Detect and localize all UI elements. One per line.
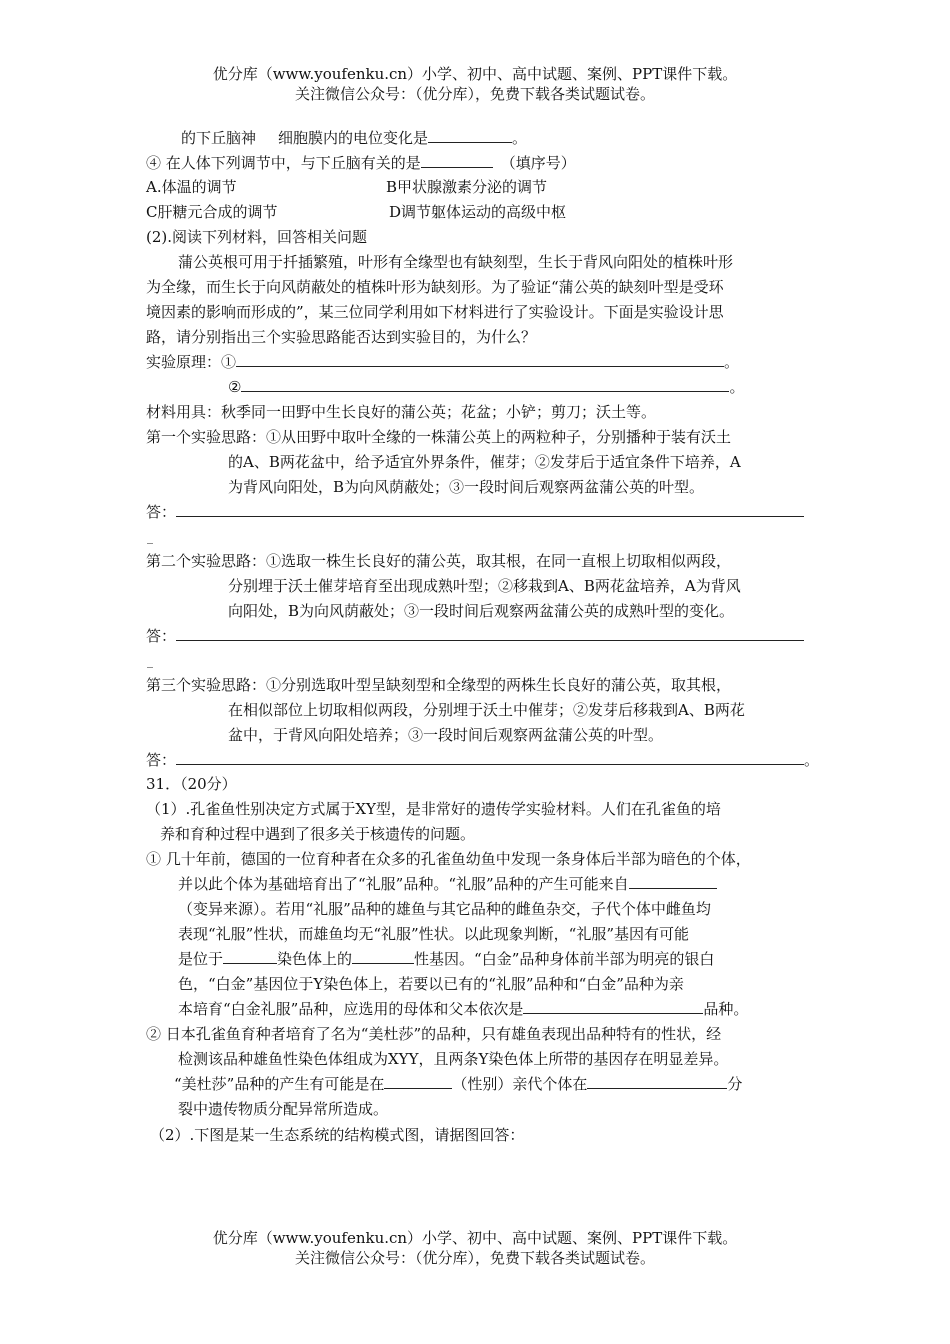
experiment-3-line-1: 第三个实验思路：①分别选取叶型呈缺刻型和全缘型的两株生长良好的蒲公英，取其根，: [146, 676, 732, 694]
experiment-3-line-2: 在相似部位上切取相似两段，分别埋于沃土中催芽；②发芽后移栽到A、B两花: [228, 701, 745, 719]
answer-blank[interactable]: [176, 626, 804, 641]
hypothalamus-text: 的下丘脑神: [181, 129, 257, 147]
question-4: ④ 在人体下列调节中，与下丘脑有关的是 （填序号）: [146, 154, 576, 172]
material-line-3: 境因素的影响而形成的”，某三位同学利用如下材料进行了实验设计。下面是实验设计思: [146, 303, 724, 321]
q31-part1-line-1: （1）.孔雀鱼性别决定方式属于XY型，是非常好的遗传学实验材料。人们在孔雀鱼的培: [146, 800, 721, 818]
experiment-2-line-1: 第二个实验思路：①选取一株生长良好的蒲公英，取其根，在同一直根上切取相似两段，: [146, 552, 732, 570]
experiment-2-line-2: 分别埋于沃土催芽培育至出现成熟叶型；②移栽到A、B两花盆培养，A为背风: [228, 577, 741, 595]
continuation-dash: _: [147, 654, 153, 668]
option-b: B甲状腺激素分泌的调节: [386, 178, 548, 196]
answer-blank[interactable]: [352, 949, 414, 964]
experiment-1-line-1: 第一个实验思路：①从田野中取叶全缘的一株蒲公英上的两粒种子，分别播种于装有沃土: [146, 428, 732, 446]
continuation-dash: _: [147, 530, 153, 544]
answer-3-line: 答： 。: [146, 751, 820, 769]
answer-blank[interactable]: [241, 377, 729, 392]
answer-blank[interactable]: [176, 502, 804, 517]
principle-2: ② 。: [228, 378, 745, 396]
q31-item1-line-1: ① 几十年前，德国的一位育种者在众多的孔雀鱼幼鱼中发现一条身体后半部为暗色的个体，: [146, 850, 751, 868]
experiment-3-line-3: 盆中，于背风向阳处培养；③一段时间后观察两盆蒲公英的叶型。: [228, 726, 664, 744]
answer-blank[interactable]: [629, 874, 717, 889]
potential-change-text: 细胞膜内的电位变化是: [278, 129, 429, 147]
materials-list: 材料用具：秋季同一田野中生长良好的蒲公英；花盆；小铲；剪刀；沃土等。: [146, 403, 657, 421]
section-2-title: (2).阅读下列材料，回答相关问题: [146, 228, 368, 246]
hypothalamus-line: 的下丘脑神 细胞膜内的电位变化是 。: [181, 129, 528, 147]
question-31-title: 31．（20分）: [146, 775, 237, 793]
footer-line-1: 优分库（www.youfenku.cn）小学、初中、高中试题、案例、PPT课件下载。: [212, 1229, 738, 1247]
q31-item1-line-4: 表现“礼服”性状，而雄鱼均无“礼服”性状。以此现象判断，“礼服”基因有可能: [178, 925, 690, 943]
header-line-1: 优分库（www.youfenku.cn）小学、初中、高中试题、案例、PPT课件下载。: [212, 65, 738, 83]
principle-1: 实验原理：① 。: [146, 353, 740, 371]
experiment-2-line-3: 向阳处，B为向风荫蔽处；③一段时间后观察两盆蒲公英的成熟叶型的变化。: [228, 602, 735, 620]
q31-item2-line-3: “美杜莎”品种的产生有可能是在 （性别）亲代个体在 分: [174, 1075, 743, 1093]
option-a: A.体温的调节: [146, 178, 237, 196]
q31-item1-line-3: （变异来源）。若用“礼服”品种的雄鱼与其它品种的雌鱼杂交，子代个体中雌鱼均: [178, 900, 711, 918]
q31-item1-line-7: 本培育“白金礼服”品种，应选用的母体和父本依次是 品种。: [178, 1000, 749, 1018]
option-c: C肝糖元合成的调节: [146, 203, 278, 221]
q31-part1-line-2: 养和育种过程中遇到了很多关于核遗传的问题。: [160, 825, 476, 843]
answer-2-line: 答：: [146, 625, 804, 647]
answer-blank[interactable]: [176, 750, 804, 765]
experiment-1-line-3: 为背风向阳处，B为向风荫蔽处；③一段时间后观察两盆蒲公英的叶型。: [228, 478, 705, 496]
page-header: [0, 64, 950, 104]
answer-blank[interactable]: [223, 949, 277, 964]
q31-item1-line-6: 色，“白金”基因位于Y染色体上，若要以已有的“礼服”品种和“白金”品种为亲: [178, 975, 684, 993]
option-d: D调节躯体运动的高级中枢: [389, 203, 567, 221]
material-line-2: 为全缘，而生长于向风荫蔽处的植株叶形为缺刻形。为了验证“蒲公英的缺刻叶型是受环: [146, 278, 724, 296]
q31-item1-line-2: 并以此个体为基础培育出了“礼服”品种。“礼服”品种的产生可能来自: [178, 873, 717, 895]
answer-blank[interactable]: [236, 352, 724, 367]
answer-blank[interactable]: [384, 1074, 452, 1089]
q31-item2-line-2: 检测该品种雄鱼性染色体组成为XYY，且两条Y染色体上所带的基因存在明显差异。: [178, 1050, 729, 1068]
q31-item2-line-4: 裂中遗传物质分配异常所造成。: [178, 1100, 389, 1118]
answer-blank[interactable]: [587, 1074, 727, 1089]
answer-blank[interactable]: [428, 128, 512, 143]
answer-1-line: 答：: [146, 501, 804, 523]
page-footer: [0, 1228, 950, 1268]
material-line-1: 蒲公英根可用于扦插繁殖，叶形有全缘型也有缺刻型，生长于背风向阳处的植株叶形: [178, 253, 734, 271]
answer-blank[interactable]: [523, 999, 703, 1014]
footer-line-2: 关注微信公众号：（优分库），免费下载各类试题试卷。: [294, 1249, 655, 1267]
q31-item1-line-5: 是位于 染色体上的 性基因。“白金”品种身体前半部为明亮的银白: [178, 950, 715, 968]
header-line-2: 关注微信公众号：（优分库），免费下载各类试题试卷。: [294, 85, 655, 103]
q31-item2-line-1: ② 日本孔雀鱼育种者培育了名为“美杜莎”的品种，只有雄鱼表现出品种特有的性状，经: [146, 1025, 722, 1043]
experiment-1-line-2: 的A、B两花盆中，给予适宜外界条件，催芽；②发芽后于适宜条件下培养，A: [228, 453, 741, 471]
material-line-4: 路，请分别指出三个实验思路能否达到实验目的，为什么？: [146, 328, 537, 346]
q31-part2-title: （2）.下图是某一生态系统的结构模式图，请据图回答：: [150, 1126, 525, 1144]
answer-blank[interactable]: [421, 153, 493, 168]
